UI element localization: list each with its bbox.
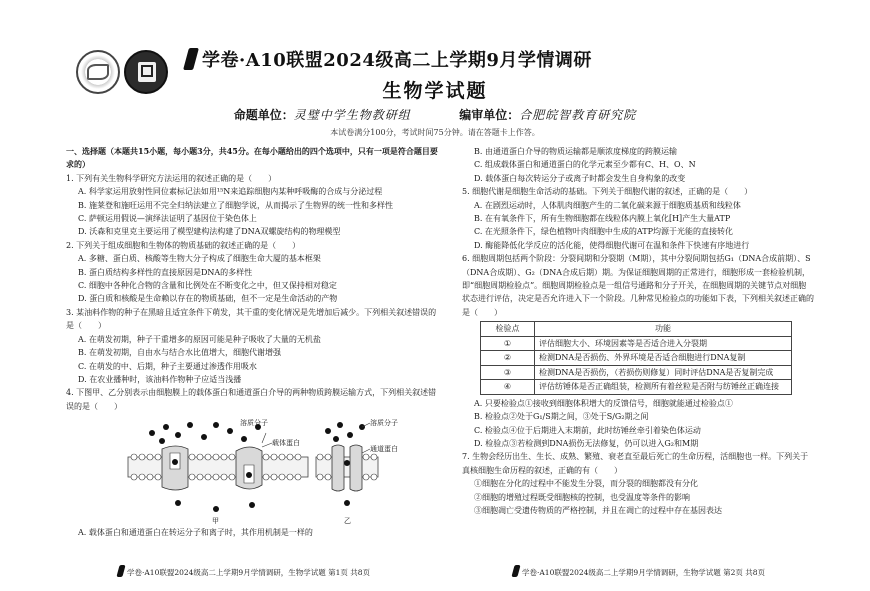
table-cell-point: ② bbox=[481, 351, 535, 366]
q7-statement-2: ②细胞的增殖过程既受细胞核的控制，也受温度等条件的影响 bbox=[474, 492, 690, 502]
question-4: 4. 下图甲、乙分别表示由细胞膜上的载体蛋白和通道蛋白介导的两种物质跨膜运输方式，下列相关叙述错误的是（ ） bbox=[66, 388, 437, 411]
question-3: 3. 某油料作物的种子在黑暗且适宜条件下萌发，其干重的变化情况是先增加后减少。下列相关叙述错误的是（ ） bbox=[66, 307, 437, 331]
q4-option-d: D. 载体蛋白每次转运分子或离子时都会发生自身构象的改变 bbox=[474, 173, 686, 183]
question-6: 6. 细胞周期包括两个阶段：分裂间期和分裂期（M期），其中分裂间期包括G₁（DNA合成前期）、S（DNA合成期）、G₂（DNA合成后期）期。为保证细胞周期的正常进行，细胞形成一套检验机制，即“细胞周期检验点”。细胞周期检验点是一组信号通路和分子开关，在细胞周期的关键节点对细胞状态进行评估，决定是否允许进入下一个阶段。几种常见检验点的功能如下表，下列相关叙述正确的是（ ） bbox=[462, 254, 814, 317]
units-line: 命题单位：灵璧中学生物教研组 编审单位：合肥皖智教育研究院 bbox=[233, 108, 637, 122]
q5-option-a: A. 在剧烈运动时，人体肌肉细胞产生的二氧化碳来源于细胞质基质和线粒体 bbox=[474, 200, 741, 210]
table-header-row bbox=[481, 322, 792, 337]
brand-mark-icon bbox=[183, 48, 199, 70]
question-1: 1. 下列有关生物科学研究方法运用的叙述正确的是（ ） bbox=[66, 173, 277, 183]
figure-jia bbox=[128, 418, 308, 525]
table-cell-function: 评估细胞大小、环境因素等是否适合进入分裂期 bbox=[535, 336, 792, 351]
fig-label-jia: 甲 bbox=[212, 517, 219, 526]
q4-option-a: A. 载体蛋白和通道蛋白在转运分子和离子时，其作用机制是一样的 bbox=[78, 528, 313, 538]
table-row bbox=[481, 351, 792, 366]
q7-statement-1: ①细胞在分化的过程中不能发生分裂，而分裂的细胞都没有分化 bbox=[474, 479, 698, 489]
exam-title: 学卷·A10联盟2024级高二上学期9月学情调研 bbox=[186, 46, 646, 72]
question-7: 7. 生物会经历出生、生长、成熟、繁殖、衰老直至最后死亡的生命历程，活细胞也一样。下列关于真核细胞生命历程的叙述，正确的有（ ） bbox=[462, 452, 809, 475]
checkpoint-table bbox=[480, 321, 792, 395]
q5-option-d: D. 酶能降低化学反应的活化能，使得细胞代谢可在温和条件下快速有序地进行 bbox=[474, 240, 750, 250]
table-cell-point: ③ bbox=[481, 365, 535, 380]
question-2: 2. 下列关于组成细胞和生物体的物质基础的叙述正确的是（ ） bbox=[66, 240, 301, 250]
left-column bbox=[66, 145, 443, 540]
table-cell-function: 检测DNA是否损伤、外界环境是否适合细胞进行DNA复制 bbox=[535, 351, 792, 366]
q2-option-b: B. 蛋白质结构多样性的直接原因是DNA的多样性 bbox=[78, 267, 253, 277]
q6-option-a: A. 只要检验点①接收到细胞体积增大的反馈信号，细胞就能通过检验点① bbox=[474, 398, 733, 408]
q3-option-d: D. 在农业播种时，该油料作物种子应适当浅播 bbox=[78, 374, 242, 384]
section-heading: 一、选择题（本题共15小题，每小题3分，共45分。在每小题给出的四个选项中，只有一项是符合题目要求的） bbox=[66, 146, 438, 170]
q3-option-b: B. 在萌发初期，自由水与结合水比值增大，细胞代谢增强 bbox=[78, 348, 281, 358]
table-cell-function: 评估纺锤体是否正确组装，检测所有着丝粒是否附与纺锤丝正确连接 bbox=[535, 380, 792, 395]
fig-label-solute-2: 溶质分子 bbox=[370, 419, 398, 428]
footer-right: 学卷·A10联盟2024级高二上学期9月学情调研，生物学试题 第2页 共8页 bbox=[513, 565, 765, 578]
table-cell-point: ④ bbox=[481, 380, 535, 395]
transport-figure bbox=[66, 413, 443, 526]
q6-option-c: C. 检验点④位于后期进入末期前，此时纺锤丝牵引着染色体运动 bbox=[474, 425, 701, 435]
table-row bbox=[481, 380, 792, 395]
table-header-point: 检验点 bbox=[481, 322, 535, 337]
q2-option-c: C. 细胞中各种化合物的含量和比例处在不断变化之中，但又保持相对稳定 bbox=[78, 281, 337, 291]
fig-label-channel: 通道蛋白 bbox=[370, 445, 398, 454]
table-header-function: 功能 bbox=[535, 322, 792, 337]
q1-option-b: B. 施莱登和施旺运用不完全归纳法建立了细胞学说，从而揭示了生物界的统一性和多样性 bbox=[78, 200, 393, 210]
membrane-transport-diagram bbox=[66, 413, 443, 526]
q1-option-d: D. 沃森和克里克主要运用了模型建构法构建了DNA双螺旋结构的物理模型 bbox=[78, 227, 341, 237]
q2-option-d: D. 蛋白质和核酸是生命赖以存在的物质基础，但不一定是生命活动的产物 bbox=[78, 294, 338, 304]
brand-mark-icon bbox=[116, 565, 125, 577]
table-cell-function: 检测DNA是否损伤，（若损伤则修复）同时评估DNA是否复制完成 bbox=[535, 365, 792, 380]
fig-label-solute-1: 溶质分子 bbox=[240, 419, 268, 428]
q5-option-c: C. 在光照条件下，绿色植物叶肉细胞中生成的ATP均源于光能的直接转化 bbox=[474, 227, 733, 237]
q6-option-b: B. 检验点②处于G₁/S期之间，③处于S/G₂期之间 bbox=[474, 412, 649, 422]
brand-mark-icon bbox=[511, 565, 520, 577]
q3-option-c: C. 在萌发的中、后期，种子主要通过渗透作用吸水 bbox=[78, 361, 257, 371]
table-cell-point: ① bbox=[481, 336, 535, 351]
table-row bbox=[481, 365, 792, 380]
fig-label-carrier: 载体蛋白 bbox=[272, 439, 300, 448]
q4-option-c: C. 组成载体蛋白和通道蛋白的化学元素至少都有C、H、O、N bbox=[474, 160, 696, 170]
table-row bbox=[481, 336, 792, 351]
fig-label-yi: 乙 bbox=[344, 517, 351, 526]
footer-left: 学卷·A10联盟2024级高二上学期9月学情调研，生物学试题 第1页 共8页 bbox=[118, 565, 370, 578]
q3-option-a: A. 在萌发初期，种子干重增多的原因可能是种子吸收了大量的无机盐 bbox=[78, 334, 321, 344]
q5-option-b: B. 在有氧条件下，所有生物细胞都在线粒体内膜上氧化[H]产生大量ATP bbox=[474, 214, 731, 224]
q7-statement-3: ③细胞凋亡受遗传物质的严格控制，并且在凋亡的过程中存在基因表达 bbox=[474, 506, 722, 516]
q2-option-a: A. 多糖、蛋白质、核酸等生物大分子构成了细胞生命大厦的基本框架 bbox=[78, 254, 321, 264]
q1-option-c: C. 萨顿运用假说—演绎法证明了基因位于染色体上 bbox=[78, 214, 257, 224]
q4-option-b: B. 由通道蛋白介导的物质运输都是顺浓度梯度的跨膜运输 bbox=[474, 147, 677, 156]
q6-option-d: D. 检验点③若检测到DNA损伤无法修复，仍可以进入G₂和M期 bbox=[474, 439, 699, 448]
question-5: 5. 细胞代谢是细胞生命活动的基础。下列关于细胞代谢的叙述，正确的是（ ） bbox=[462, 187, 753, 197]
exam-note: 本试卷满分100分，考试时间75分钟。请在答题卡上作答。 bbox=[330, 128, 540, 137]
q1-option-a: A. 科学家运用放射性同位素标记法如用¹⁵N来追踪细胞内某种呼吸酶的合成与分泌过程 bbox=[78, 187, 383, 197]
right-column bbox=[462, 145, 814, 517]
subject-title: 生物学试题 bbox=[382, 80, 488, 102]
figure-yi bbox=[316, 418, 398, 525]
